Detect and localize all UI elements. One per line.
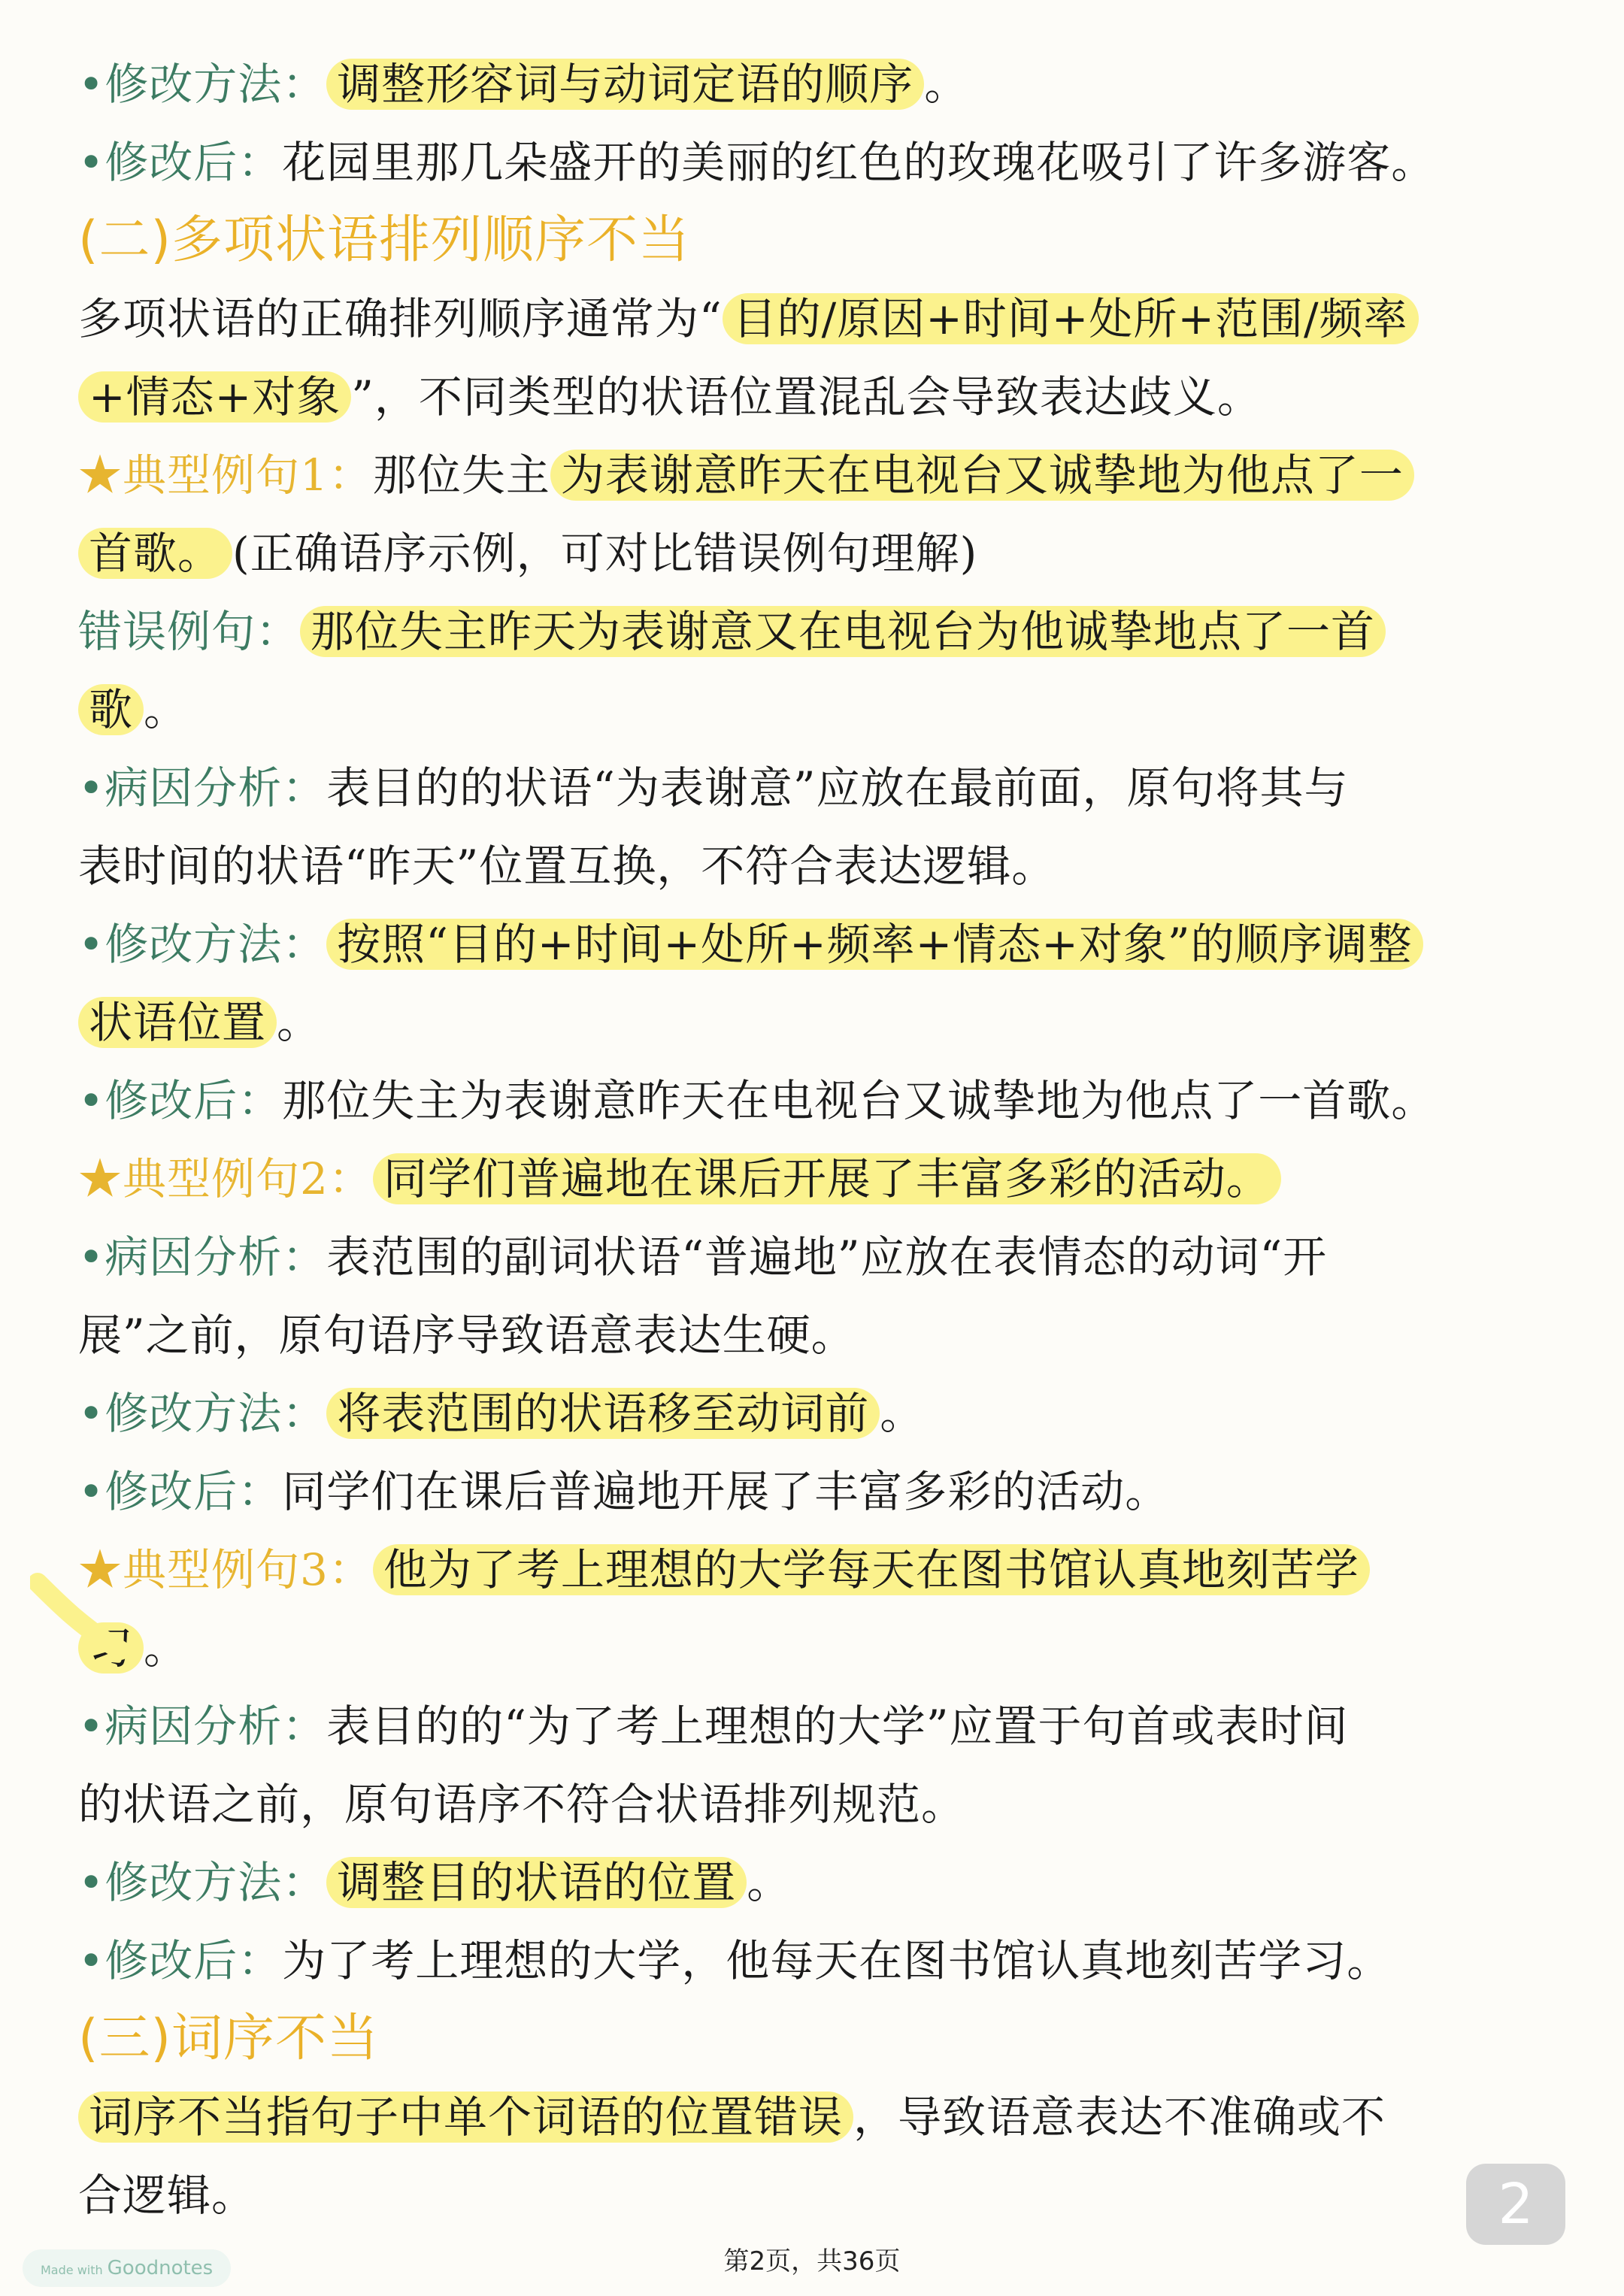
line-text-after: ”，不同类型的状语位置混乱会导致表达歧义。 [351, 371, 1262, 423]
text-line [78, 1532, 1552, 1607]
section-heading: (二)多项状语排列顺序不当 [78, 211, 691, 270]
text-line [78, 1923, 1552, 1998]
line-label: •病因分析： [78, 762, 327, 813]
highlighted-text: 词序不当指句子中单个词语的位置错误 [78, 2092, 853, 2143]
line-label: •修改方法： [78, 59, 327, 110]
text-line [78, 125, 1552, 200]
watermark-prefix: Made with [41, 2263, 103, 2277]
line-label: •病因分析： [78, 1231, 327, 1283]
line-text-after: (正确语序示例，可对比错误例句理解) [232, 528, 978, 579]
text-line [78, 1689, 1552, 1764]
text-line [78, 2001, 1552, 2076]
section-heading: (三)词序不当 [78, 2009, 380, 2068]
line-text-after: 。 [924, 59, 969, 110]
highlighted-text: 那位失主昨天为表谢意又在电视台为他诚挚地点了一首 [300, 606, 1386, 657]
text-line [78, 47, 1552, 122]
line-text: 展”之前，原句语序导致语意表达生硬。 [78, 1310, 856, 1361]
watermark-brand: Goodnotes [107, 2257, 214, 2279]
text-line [78, 750, 1552, 825]
line-label: ★典型例句3： [78, 1544, 373, 1595]
text-line [78, 1219, 1552, 1295]
page-footer: 第2页，共36页 [723, 2246, 901, 2276]
highlighted-text: 习 [78, 1622, 144, 1674]
text-line [78, 828, 1552, 904]
line-text-after: 。 [747, 1857, 792, 1908]
line-text: 那位失主 [372, 450, 550, 501]
line-label: •修改后： [78, 137, 283, 188]
text-line [78, 1298, 1552, 1373]
line-text: 为了考上理想的大学，他每天在图书馆认真地刻苦学习。 [282, 1935, 1392, 1986]
highlighted-text: 将表范围的状语移至动词前 [326, 1388, 880, 1439]
line-label: ★典型例句2： [78, 1153, 373, 1204]
highlighted-text: 为表谢意昨天在电视台又诚挚地为他点了一 [550, 450, 1414, 501]
line-text: 的状语之前，原句语序不符合状语排列规范。 [78, 1779, 966, 1830]
line-text: 那位失主为表谢意昨天在电视台又诚挚地为他点了一首歌。 [282, 1075, 1436, 1126]
line-label: •修改后： [78, 1075, 283, 1126]
highlighted-text: 目的/原因+时间+处所+范围/频率 [723, 293, 1419, 344]
line-text: 表时间的状语“昨天”位置互换，不符合表达逻辑。 [78, 841, 1056, 892]
line-text: 花园里那几朵盛开的美丽的红色的玫瑰花吸引了许多游客。 [282, 137, 1436, 188]
line-text-after: 。 [880, 1388, 925, 1439]
line-text: 表目的的状语“为表谢意”应放在最前面，原句将其与 [326, 762, 1349, 813]
text-line [78, 203, 1552, 278]
text-line [78, 1610, 1552, 1686]
text-line [78, 1063, 1552, 1138]
line-text: 同学们在课后普遍地开展了丰富多彩的活动。 [282, 1466, 1170, 1517]
text-line [78, 672, 1552, 747]
highlighter-stroke-mark [30, 1568, 135, 1665]
text-line [78, 2158, 1552, 2233]
line-text-after: 。 [277, 997, 322, 1048]
text-line [78, 907, 1552, 982]
text-line [78, 1141, 1552, 1216]
line-label: ★典型例句1： [78, 450, 373, 501]
text-line [78, 1767, 1552, 1842]
line-text-after: ，导致语意表达不准确或不 [853, 2092, 1386, 2143]
highlighted-text: +情态+对象 [78, 371, 351, 423]
text-line [78, 359, 1552, 435]
line-label: •修改方法： [78, 1857, 327, 1908]
line-text: 表范围的副词状语“普遍地”应放在表情态的动词“开 [326, 1231, 1328, 1283]
text-line [78, 1376, 1552, 1451]
text-line [78, 516, 1552, 591]
text-line [78, 985, 1552, 1060]
line-text-after: 。 [144, 684, 189, 735]
text-line [78, 1454, 1552, 1529]
line-label: •修改方法： [78, 919, 327, 970]
highlighted-text: 他为了考上理想的大学每天在图书馆认真地刻苦学 [373, 1544, 1370, 1595]
line-label: •修改后： [78, 1935, 283, 1986]
highlighted-text: 首歌。 [78, 528, 232, 579]
line-label: •修改后： [78, 1466, 283, 1517]
text-line [78, 438, 1552, 513]
highlighted-text: 同学们普遍地在课后开展了丰富多彩的活动。 [373, 1153, 1281, 1204]
highlighted-text: 调整目的状语的位置 [326, 1857, 747, 1908]
text-line [78, 1845, 1552, 1920]
text-line [78, 2079, 1552, 2155]
line-text: 表目的的“为了考上理想的大学”应置于句首或表时间 [326, 1701, 1349, 1752]
line-text: 合逻辑。 [78, 2170, 256, 2221]
line-text-after: 。 [144, 1622, 189, 1674]
highlighted-text: 歌 [78, 684, 144, 735]
line-label: •修改方法： [78, 1388, 327, 1439]
highlighted-text: 状语位置 [78, 997, 277, 1048]
line-label: •病因分析： [78, 1701, 327, 1752]
line-text: 多项状语的正确排列顺序通常为“ [78, 293, 723, 344]
text-line [78, 281, 1552, 356]
line-label: 错误例句： [78, 606, 301, 657]
page-number-badge: 2 [1466, 2164, 1565, 2245]
highlighted-text: 按照“目的+时间+处所+频率+情态+对象”的顺序调整 [326, 919, 1423, 970]
text-line [78, 594, 1552, 669]
highlighted-text: 调整形容词与动词定语的顺序 [326, 59, 924, 110]
goodnotes-watermark [23, 2249, 231, 2287]
